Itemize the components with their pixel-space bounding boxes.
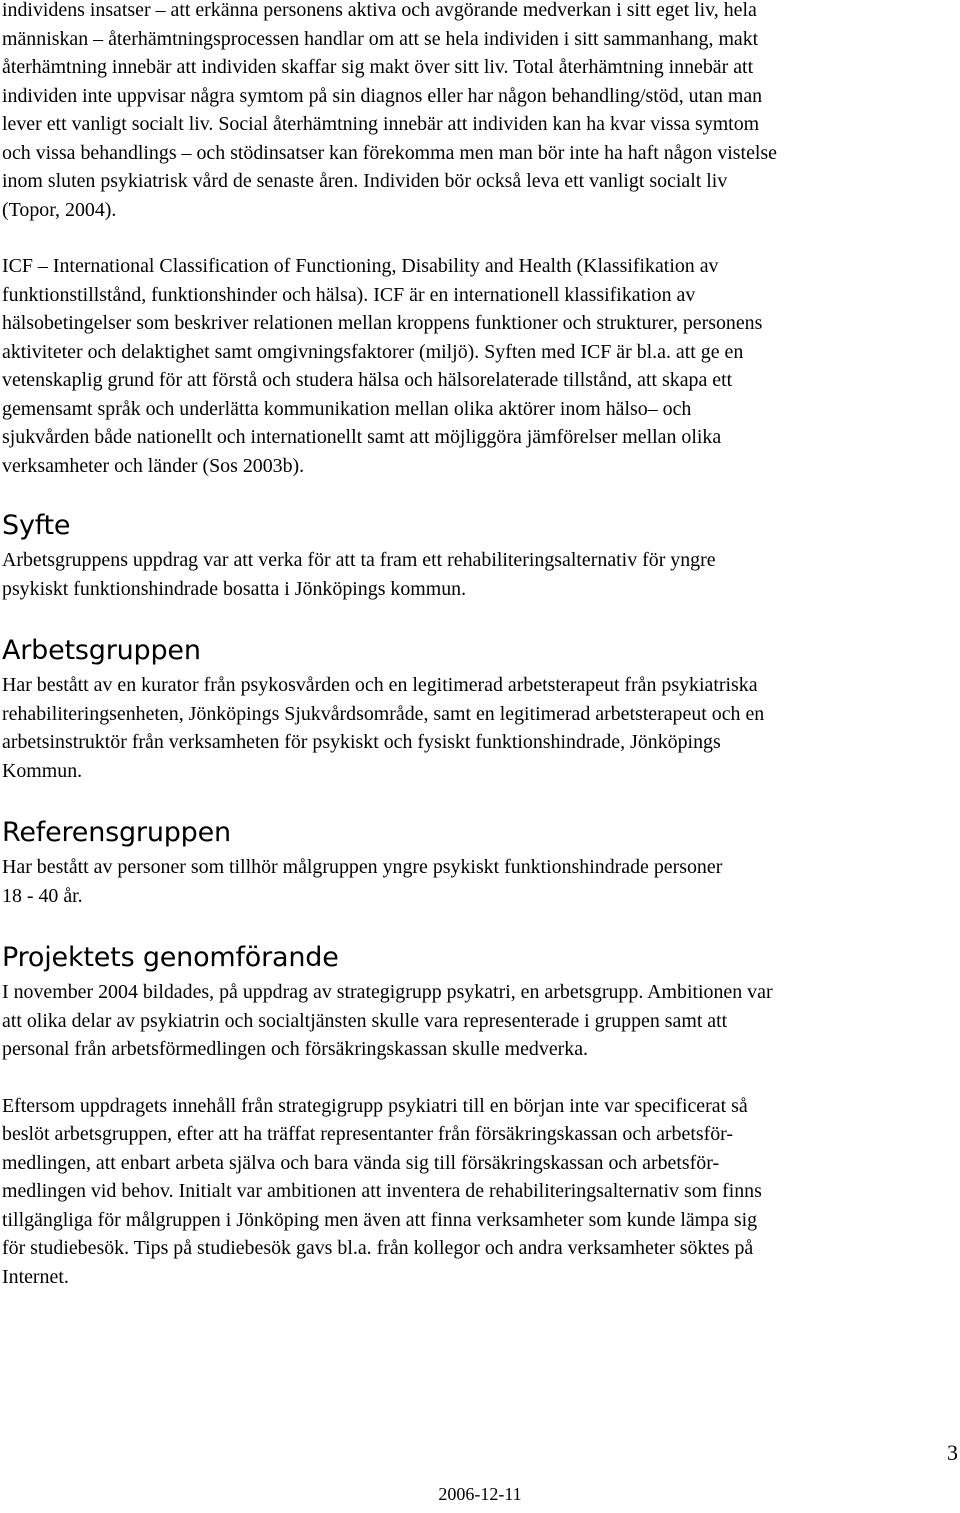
syfte-paragraph: Arbetsgruppens uppdrag var att verka för att ta fram ett rehabiliteringsalternativ för yngre psykiskt funktionshindrade bosatta i Jönköpings kommun. — [2, 549, 716, 600]
syfte-heading: Syfte — [2, 510, 71, 541]
document-page — [2, 0, 958, 1291]
genomforande-paragraph-2: Eftersom uppdragets innehåll från strategigrupp psykiatri till en början inte var specificerat så beslöt arbetsgruppen, efter att ha träffat representanter från försäkringskassan och arbetsför- medlingen, att enbart arbeta själva och bara vända sig till försäkringskassan och arbetsför- medlingen vid behov. Initialt var ambitionen att inventera de rehabiliteringsalternativ som finns tillgängliga för målgruppen i Jönköping men även att finna verksamheter som kunde lämpa sig för studiebesök. Tips på studiebesök gavs bl.a. från kollegor och andra verksamheter söktes på Internet. — [2, 1094, 762, 1288]
referensgruppen-heading: Referensgruppen — [2, 817, 231, 848]
referensgruppen-paragraph: Har bestått av personer som tillhör målgruppen yngre psykiskt funktionshindrade personer 18 - 40 år. — [2, 856, 723, 907]
intro-paragraph: individens insatser – att erkänna personens aktiva och avgörande medverkan i sitt eget liv, hela människan – återhämtningsprocessen handlar om att se hela individen i sitt sammanhang, makt återhämtning innebär att individen skaffar sig makt över sitt liv. Total återhämtning innebär att individen inte uppvisar några symtom på sin diagnos eller har någon behandling/stöd, utan man lever ett vanligt socialt liv. Social återhämtning innebär att individen kan ha kvar vissa symtom och vissa behandlings – och stödinsatser kan förekomma men man bör inte ha haft någon vistelse inom sluten psykiatrisk vård de senaste åren. Individen bör också leva ett vanligt socialt liv (Topor, 2004). — [2, 0, 777, 221]
footer-date: 2006-12-11 — [438, 1484, 522, 1504]
arbetsgruppen-paragraph: Har bestått av en kurator från psykosvården och en legitimerad arbetsterapeut från psykiatriska rehabiliteringsenheten, Jönköpings Sjukvårdsområde, samt en legitimerad arbetsterapeut och en arbetsinstruktör från verksamheten för psykiskt och fysiskt funktionshindrade, Jönköpings Kommun. — [2, 674, 765, 782]
genomforande-paragraph-1: I november 2004 bildades, på uppdrag av strategigrupp psykatri, en arbetsgrupp. Ambitionen var att olika delar av psykiatrin och socialtjänsten skulle vara representerade i gruppen samt att personal från arbetsförmedlingen och försäkringskassan skulle medverka. — [2, 981, 773, 1060]
genomforande-heading: Projektets genomförande — [2, 942, 339, 973]
icf-paragraph: ICF – International Classification of Functioning, Disability and Health (Klassifikation av funktionstillstånd, funktionshinder och hälsa). ICF är en internationell klassifikation av hälsobetingelser som beskriver relationen mellan kroppens funktioner och strukturer, personens aktiviteter och delaktighet samt omgivningsfaktorer (miljö). Syften med ICF är bl.a. att ge en vetenskaplig grund för att förstå och studera hälsa och hälsorelaterade tillstånd, att skapa ett gemensamt språk och underlätta kommunikation mellan olika aktörer inom hälso– och sjukvården både nationellt och internationellt samt att möjliggöra jämförelser mellan olika verksamheter och länder (Sos 2003b). — [2, 255, 763, 477]
arbetsgruppen-heading: Arbetsgruppen — [2, 635, 201, 666]
page-number: 3 — [947, 1440, 958, 1465]
